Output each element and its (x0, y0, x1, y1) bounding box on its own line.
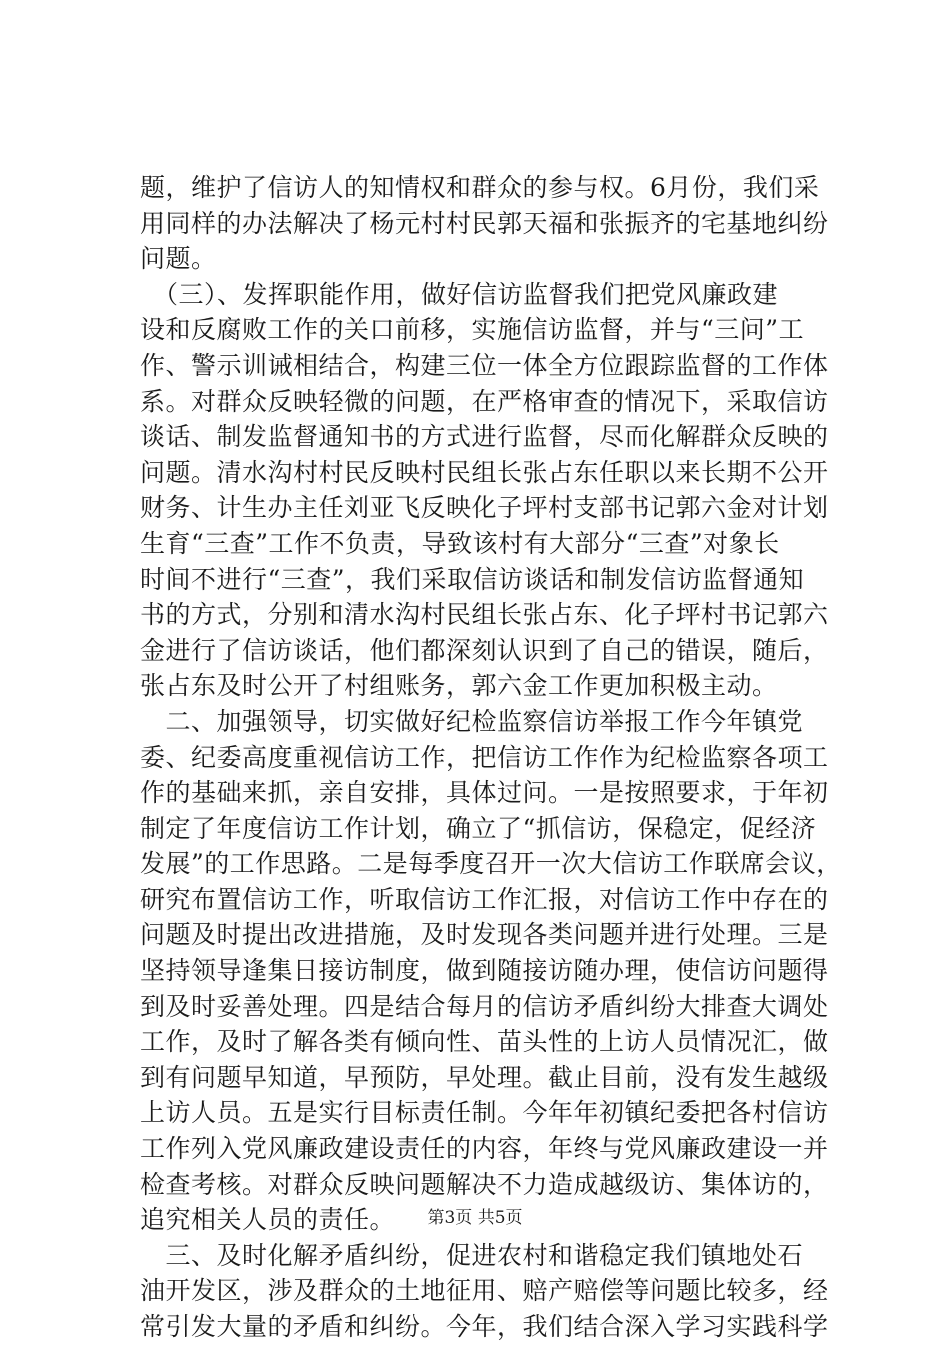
text-line: 时间不进行“三查”，我们采取信访谈话和制发信访监督通知 (140, 564, 805, 594)
text-line: 设和反腐败工作的关口前移，实施信访监督，并与“三问”工 (140, 315, 805, 345)
text-line: 三、及时化解矛盾纠纷，促进农村和谐稳定我们镇地处石 (140, 1240, 804, 1270)
text-line: 常引发大量的矛盾和纠纷。今年，我们结合深入学习实践科学 (140, 1312, 829, 1341)
text-line: 坚持领导逢集日接访制度，做到随接访随办理，使信访问题得 (140, 956, 829, 986)
text-line: 生育“三查”工作不负责，导致该村有大部分“三查”对象长 (140, 528, 780, 558)
text-line: 研究布置信访工作，听取信访工作汇报，对信访工作中存在的 (140, 884, 829, 914)
text-line: 上访人员。五是实行目标责任制。今年年初镇纪委把各村信访 (140, 1098, 829, 1128)
document-body (140, 170, 840, 1345)
text-line: 追究相关人员的责任。 (140, 1205, 396, 1235)
text-line: 二、加强领导，切实做好纪检监察信访举报工作今年镇党 (140, 706, 804, 736)
text-line: 检查考核。对群众反映问题解决不力造成越级访、集体访的， (140, 1169, 829, 1199)
text-line: 工作列入党风廉政建设责任的内容，年终与党风廉政建设一并 (140, 1134, 829, 1164)
text-line: 作的基础来抓，亲自安排，具体过问。一是按照要求，于年初 (140, 778, 829, 808)
text-line: 问题及时提出改进措施，及时发现各类问题并进行处理。三是 (140, 920, 829, 950)
text-line: 财务、计生办主任刘亚飞反映化子坪村支部书记郭六金对计划 (140, 493, 829, 523)
text-line: 油开发区，涉及群众的土地征用、赔产赔偿等问题比较多，经 (140, 1276, 829, 1306)
text-line: （三）、发挥职能作用，做好信访监督我们把党风廉政建 (140, 279, 779, 309)
text-line: 金进行了信访谈话，他们都深刻认识到了自己的错误，随后， (140, 635, 829, 665)
text-line: 书的方式，分别和清水沟村民组长张占东、化子坪村书记郭六 (140, 600, 829, 630)
text-line: 发展”的工作思路。二是每季度召开一次大信访工作联席会议， (140, 849, 842, 879)
text-line: 谈话、制发监督通知书的方式进行监督，尽而化解群众反映的 (140, 422, 829, 452)
text-line: 问题。 (140, 244, 217, 274)
text-line: 张占东及时公开了村组账务，郭六金工作更加积极主动。 (140, 671, 778, 701)
text-line: 制定了年度信访工作计划，确立了“抓信访，保稳定，促经济 (140, 813, 817, 843)
text-line: 到有问题早知道，早预防，早处理。截止目前，没有发生越级 (140, 1062, 829, 1092)
text-line: 到及时妥善处理。四是结合每月的信访矛盾纠纷大排查大调处 (140, 991, 829, 1021)
text-line: 工作，及时了解各类有倾向性、苗头性的上访人员情况汇，做 (140, 1027, 829, 1057)
text-line: 问题。清水沟村村民反映村民组长张占东任职以来长期不公开 (140, 457, 829, 487)
page-number-footer: 第3页 共5页 (427, 1208, 523, 1228)
text-line: 题，维护了信访人的知情权和群众的参与权。6月份，我们采 (140, 173, 820, 202)
text-line: 系。对群众反映轻微的问题，在严格审查的情况下，采取信访 (140, 386, 829, 416)
text-line: 用同样的办法解决了杨元村村民郭天福和张振齐的宅基地纠纷 (140, 208, 829, 238)
text-line: 委、纪委高度重视信访工作，把信访工作作为纪检监察各项工 (140, 742, 829, 772)
text-line: 作、警示训诫相结合，构建三位一体全方位跟踪监督的工作体 (140, 350, 829, 380)
